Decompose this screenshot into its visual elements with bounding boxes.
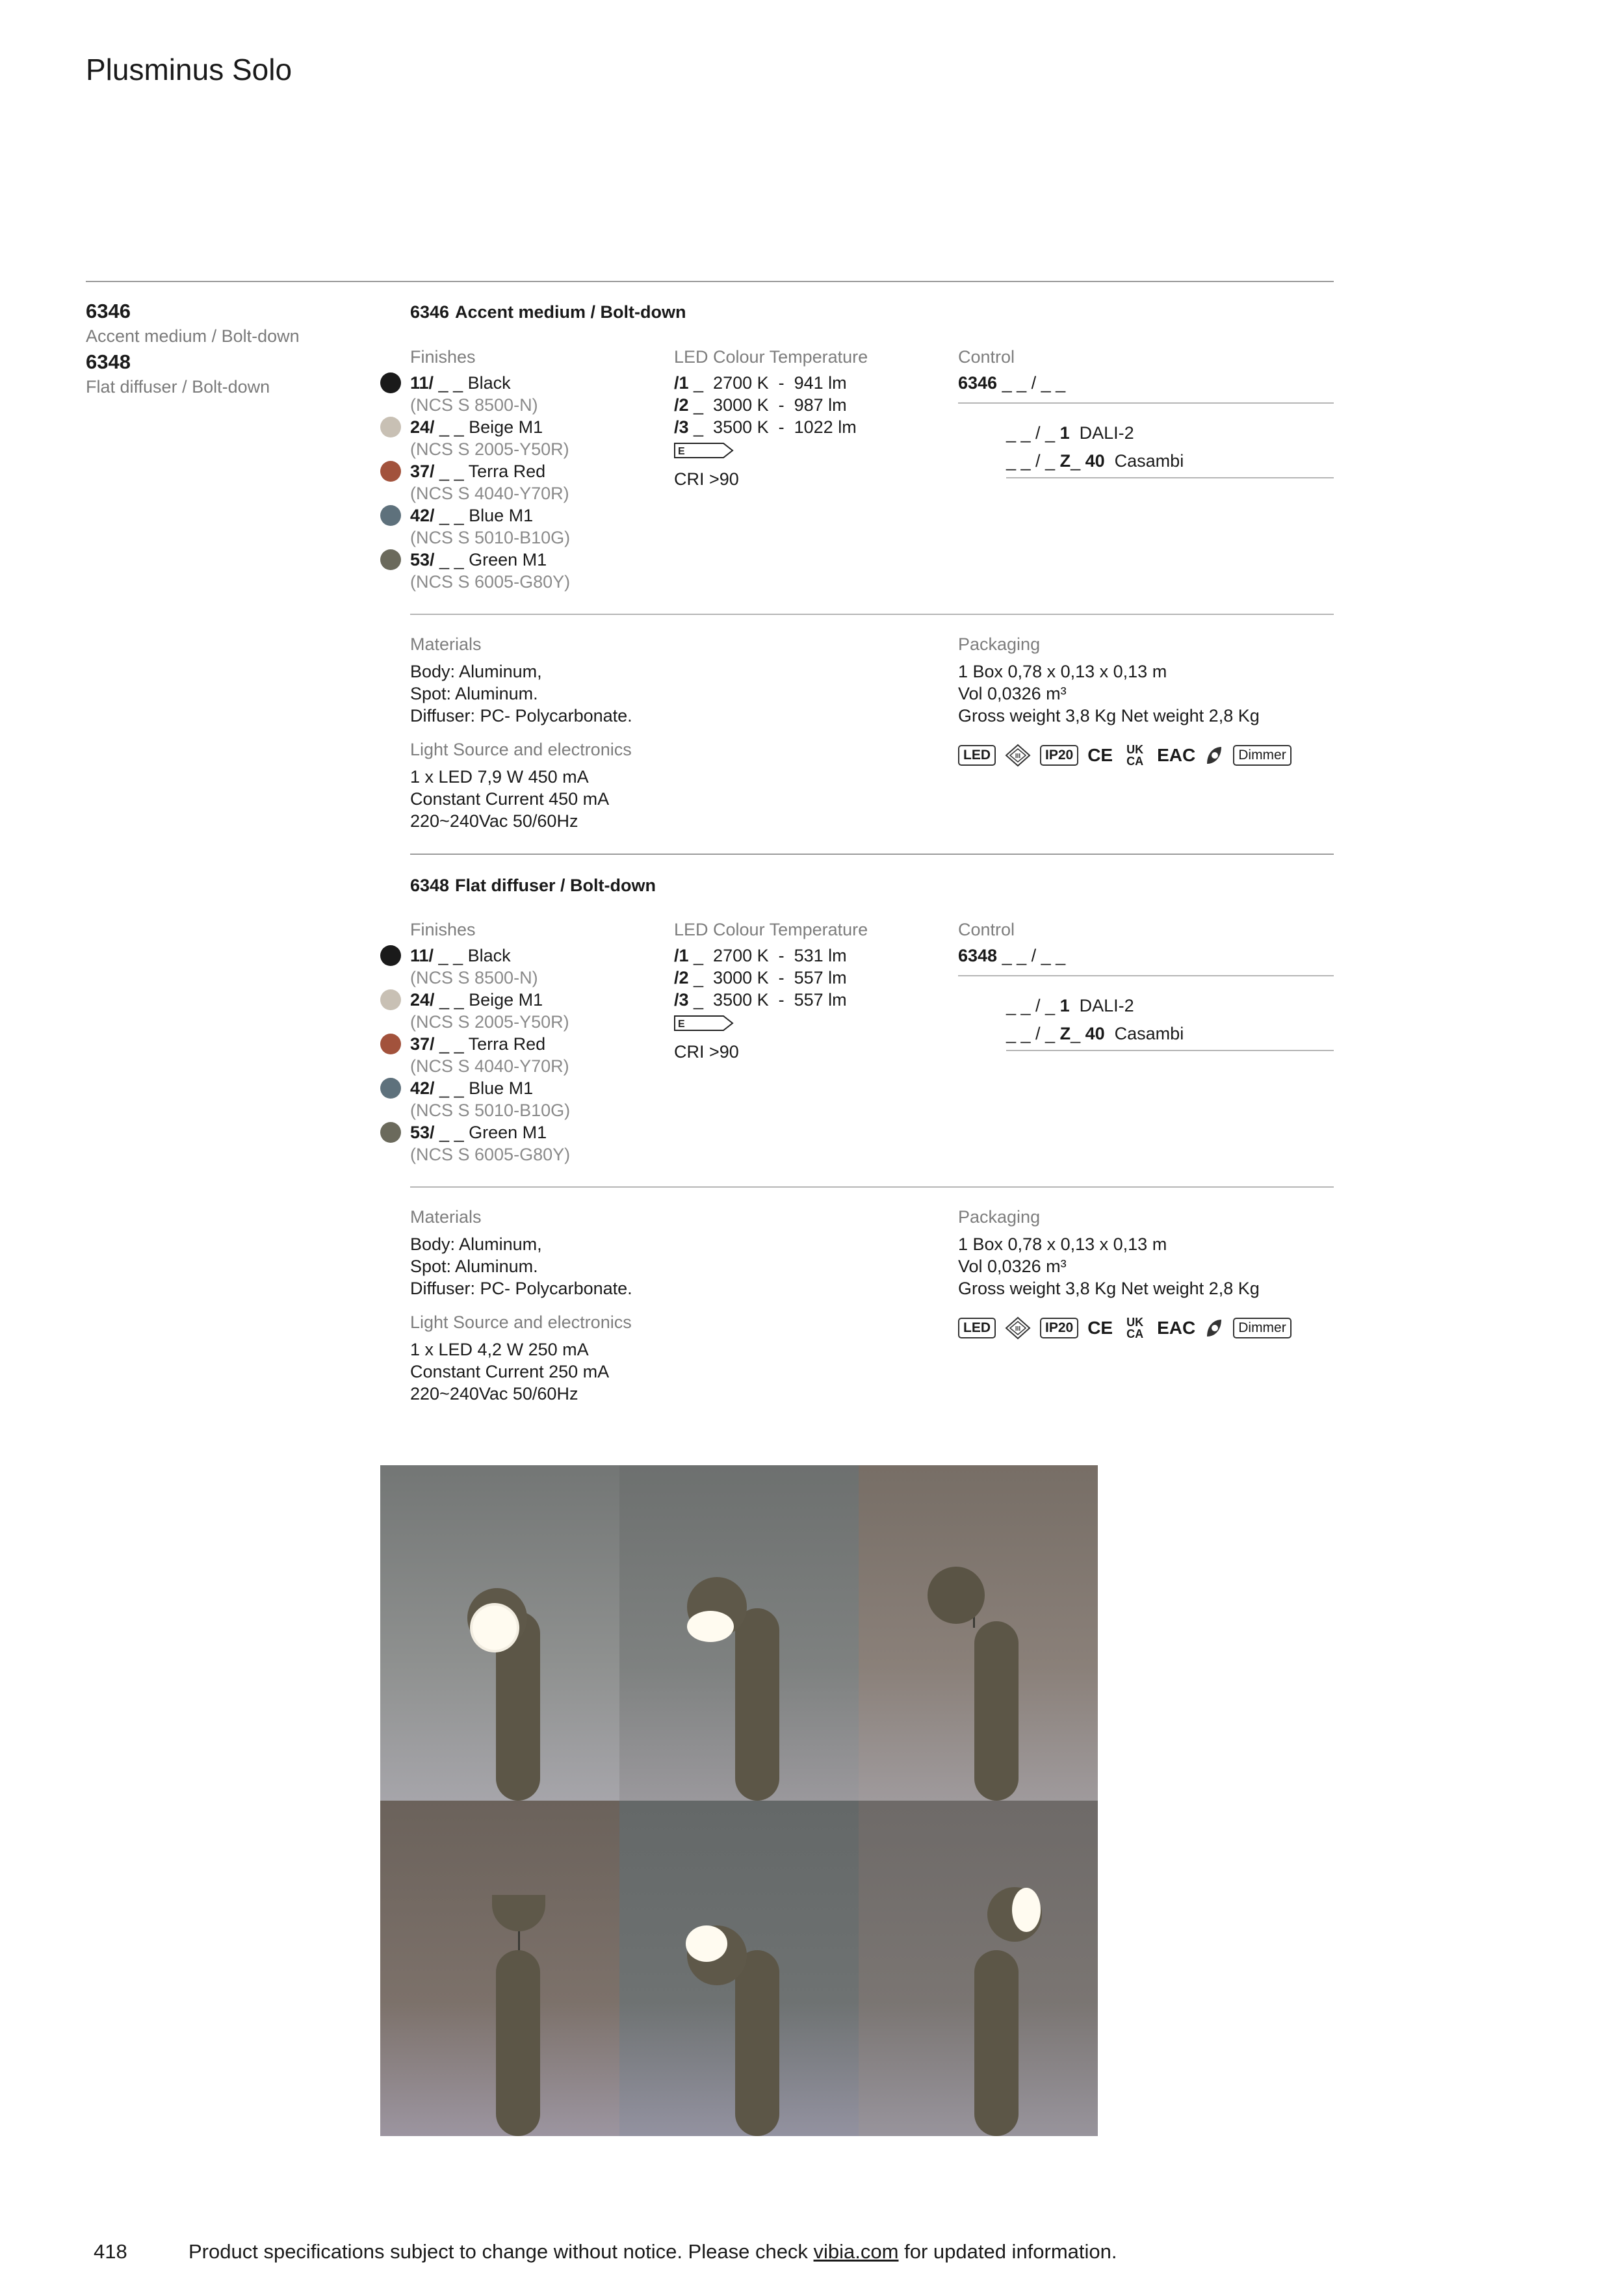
ip-rating-icon: IP20 bbox=[1040, 745, 1078, 766]
dimmer-icon: Dimmer bbox=[1233, 745, 1292, 766]
light-line: Constant Current 250 mA bbox=[410, 1362, 610, 1381]
control-code: 6346 _ _ / _ _ bbox=[958, 373, 1066, 393]
finish-ncs: (NCS S 2005-Y50R) bbox=[410, 439, 569, 459]
led-label: LED Colour Temperature bbox=[674, 347, 868, 367]
product-desc: Accent medium / Bolt-down bbox=[454, 302, 686, 322]
material-line: Diffuser: PC- Polycarbonate. bbox=[410, 1279, 632, 1298]
product-photo bbox=[380, 1801, 619, 2136]
finish-name: Black bbox=[467, 373, 511, 393]
energy-class-icon bbox=[674, 1015, 734, 1032]
ukca-icon: UK CA bbox=[1126, 1316, 1144, 1340]
control-option: _ _ / _ Z_ 40 Casambi bbox=[1006, 1024, 1184, 1043]
light-line: 220~240Vac 50/60Hz bbox=[410, 811, 578, 831]
led-option: /1 _ 2700 K - 941 lm bbox=[674, 373, 847, 393]
packaging-section bbox=[958, 633, 1292, 768]
finish-swatch bbox=[380, 989, 401, 1010]
led-option: /2 _ 3000 K - 987 lm bbox=[674, 395, 847, 415]
ip-rating-icon: IP20 bbox=[1040, 1318, 1078, 1338]
material-line: Spot: Aluminum. bbox=[410, 1257, 538, 1276]
lamp-image bbox=[619, 1465, 859, 1801]
finish-name: Beige M1 bbox=[469, 417, 543, 437]
finish-item: 24/ _ _ Beige M1 bbox=[410, 416, 570, 438]
materials-label: Materials bbox=[410, 1207, 482, 1227]
control-divider bbox=[1006, 1050, 1334, 1051]
top-divider bbox=[86, 281, 1334, 282]
finish-code: 11/ bbox=[410, 946, 434, 965]
control-section bbox=[958, 919, 1334, 967]
section-divider bbox=[410, 614, 1334, 615]
finish-swatch bbox=[380, 1122, 401, 1143]
packaging-line: 1 Box 0,78 x 0,13 x 0,13 m bbox=[958, 1234, 1167, 1254]
finish-ncs: (NCS S 8500-N) bbox=[410, 395, 538, 415]
finish-swatch bbox=[380, 1034, 401, 1054]
section-divider bbox=[410, 1186, 1334, 1188]
recycle-icon bbox=[1204, 1317, 1224, 1339]
finish-item: 11/ _ _ Black bbox=[410, 945, 570, 967]
finish-swatch bbox=[380, 945, 401, 966]
materials-section bbox=[410, 633, 632, 832]
lamp-image bbox=[380, 1801, 619, 2136]
control-divider bbox=[1006, 477, 1334, 478]
finishes-label: Finishes bbox=[410, 920, 476, 939]
finish-item: 42/ _ _ Blue M1 bbox=[410, 1077, 570, 1099]
finish-name: Blue M1 bbox=[469, 1078, 534, 1098]
eac-icon: EAC bbox=[1157, 1318, 1196, 1338]
packaging-line: Vol 0,0326 m³ bbox=[958, 1257, 1067, 1276]
product-photo bbox=[859, 1465, 1098, 1801]
svg-text:III: III bbox=[1015, 1325, 1021, 1333]
finish-swatch bbox=[380, 372, 401, 393]
svg-text:E: E bbox=[678, 446, 685, 457]
packaging-line: Gross weight 3,8 Kg Net weight 2,8 Kg bbox=[958, 706, 1260, 725]
control-label: Control bbox=[958, 347, 1015, 367]
finish-swatch bbox=[380, 461, 401, 482]
product-photo bbox=[380, 1465, 619, 1801]
product-desc: Flat diffuser / Bolt-down bbox=[454, 876, 656, 895]
packaging-line: 1 Box 0,78 x 0,13 x 0,13 m bbox=[958, 662, 1167, 681]
finish-name: Blue M1 bbox=[469, 506, 534, 525]
packaging-section bbox=[958, 1206, 1292, 1341]
finish-item: 53/ _ _ Green M1 bbox=[410, 1121, 570, 1143]
light-source-label: Light Source and electronics bbox=[410, 1312, 632, 1332]
lamp-image bbox=[859, 1465, 1098, 1801]
finish-swatch bbox=[380, 1078, 401, 1099]
product-code: 6348 bbox=[410, 876, 450, 895]
led-label: LED Colour Temperature bbox=[674, 920, 868, 939]
footer-text: Product specifications subject to change without notice. Please check bbox=[188, 2240, 814, 2263]
material-line: Diffuser: PC- Polycarbonate. bbox=[410, 706, 632, 725]
product-title bbox=[410, 300, 686, 324]
finish-ncs: (NCS S 4040-Y70R) bbox=[410, 484, 569, 503]
packaging-label: Packaging bbox=[958, 1207, 1041, 1227]
finish-name: Beige M1 bbox=[469, 990, 543, 1010]
svg-text:III: III bbox=[1015, 753, 1021, 760]
finish-item: 37/ _ _ Terra Red bbox=[410, 460, 570, 482]
led-option: /2 _ 3000 K - 557 lm bbox=[674, 968, 847, 987]
product-photo bbox=[619, 1801, 859, 2136]
led-option: /3 _ 3500 K - 1022 lm bbox=[674, 417, 857, 437]
control-divider bbox=[958, 402, 1334, 404]
ce-icon: CE bbox=[1087, 745, 1113, 765]
material-line: Spot: Aluminum. bbox=[410, 684, 538, 703]
lamp-image bbox=[380, 1465, 619, 1801]
control-option: _ _ / _ 1 DALI-2 bbox=[1006, 423, 1134, 443]
product-title bbox=[410, 874, 656, 897]
led-section bbox=[674, 346, 868, 489]
finish-item: 42/ _ _ Blue M1 bbox=[410, 504, 570, 527]
finish-code: 24/ bbox=[410, 417, 435, 437]
finish-ncs: (NCS S 2005-Y50R) bbox=[410, 1012, 569, 1032]
control-code: 6348 _ _ / _ _ bbox=[958, 946, 1066, 965]
finish-name: Terra Red bbox=[468, 1034, 546, 1054]
finishes-section bbox=[410, 346, 570, 593]
cri-value: CRI >90 bbox=[674, 1042, 739, 1062]
finish-swatch bbox=[380, 549, 401, 570]
page-title: Plusminus Solo bbox=[86, 53, 292, 86]
finish-ncs: (NCS S 5010-B10G) bbox=[410, 1101, 571, 1120]
product-code: 6346 bbox=[410, 302, 450, 322]
index-desc: Flat diffuser / Bolt-down bbox=[86, 377, 270, 397]
finishes-section bbox=[410, 919, 570, 1166]
recycle-icon bbox=[1204, 744, 1224, 766]
vibia-link[interactable]: vibia.com bbox=[813, 2240, 899, 2263]
class-iii-icon bbox=[1005, 744, 1031, 767]
light-line: Constant Current 450 mA bbox=[410, 789, 610, 809]
led-section bbox=[674, 919, 868, 1062]
page-number: 418 bbox=[94, 2240, 127, 2263]
materials-label: Materials bbox=[410, 634, 482, 654]
ukca-icon: UK CA bbox=[1126, 743, 1144, 768]
finish-code: 53/ bbox=[410, 550, 435, 569]
finish-item: 24/ _ _ Beige M1 bbox=[410, 989, 570, 1011]
finish-ncs: (NCS S 5010-B10G) bbox=[410, 528, 571, 547]
finish-code: 42/ bbox=[410, 1078, 435, 1098]
finish-swatch bbox=[380, 505, 401, 526]
lamp-image bbox=[619, 1801, 859, 2136]
light-source-label: Light Source and electronics bbox=[410, 740, 632, 759]
certification-icons bbox=[958, 1315, 1292, 1341]
control-option: _ _ / _ 1 DALI-2 bbox=[1006, 996, 1134, 1015]
finish-code: 37/ bbox=[410, 1034, 435, 1054]
finish-code: 24/ bbox=[410, 990, 435, 1010]
finish-ncs: (NCS S 6005-G80Y) bbox=[410, 1145, 571, 1164]
ce-icon: CE bbox=[1087, 1318, 1113, 1338]
led-option: /1 _ 2700 K - 531 lm bbox=[674, 946, 847, 965]
finish-item: 11/ _ _ Black bbox=[410, 372, 570, 394]
packaging-line: Gross weight 3,8 Kg Net weight 2,8 Kg bbox=[958, 1279, 1260, 1298]
certification-icons bbox=[958, 742, 1292, 768]
class-iii-icon bbox=[1005, 1316, 1031, 1340]
control-option: _ _ / _ Z_ 40 Casambi bbox=[1006, 451, 1184, 471]
control-label: Control bbox=[958, 920, 1015, 939]
packaging-label: Packaging bbox=[958, 634, 1041, 654]
control-divider bbox=[958, 975, 1334, 976]
cri-value: CRI >90 bbox=[674, 469, 739, 489]
eac-icon: EAC bbox=[1157, 745, 1196, 765]
finish-item: 53/ _ _ Green M1 bbox=[410, 549, 570, 571]
energy-class-icon bbox=[674, 442, 734, 459]
lamp-image bbox=[859, 1801, 1098, 2136]
finish-code: 37/ bbox=[410, 462, 435, 481]
product-index bbox=[86, 298, 300, 398]
finishes-label: Finishes bbox=[410, 347, 476, 367]
product-divider bbox=[410, 854, 1334, 855]
light-line: 1 x LED 4,2 W 250 mA bbox=[410, 1340, 589, 1359]
finish-ncs: (NCS S 8500-N) bbox=[410, 968, 538, 987]
product-photo bbox=[859, 1801, 1098, 2136]
finish-name: Green M1 bbox=[469, 550, 547, 569]
finish-ncs: (NCS S 6005-G80Y) bbox=[410, 572, 571, 592]
finish-name: Terra Red bbox=[468, 462, 546, 481]
svg-text:E: E bbox=[678, 1019, 685, 1030]
finish-ncs: (NCS S 4040-Y70R) bbox=[410, 1056, 569, 1076]
finish-item: 37/ _ _ Terra Red bbox=[410, 1033, 570, 1055]
light-line: 1 x LED 7,9 W 450 mA bbox=[410, 767, 589, 787]
footer-note bbox=[188, 2240, 1117, 2263]
led-option: /3 _ 3500 K - 557 lm bbox=[674, 990, 847, 1010]
finish-code: 11/ bbox=[410, 373, 434, 393]
dimmer-icon: Dimmer bbox=[1233, 1318, 1292, 1338]
led-icon: LED bbox=[958, 745, 996, 766]
materials-section bbox=[410, 1206, 632, 1405]
footer-text: for updated information. bbox=[898, 2240, 1117, 2263]
finish-name: Black bbox=[467, 946, 511, 965]
material-line: Body: Aluminum, bbox=[410, 662, 542, 681]
material-line: Body: Aluminum, bbox=[410, 1234, 542, 1254]
control-section bbox=[958, 346, 1334, 394]
index-code: 6346 bbox=[86, 300, 131, 322]
index-desc: Accent medium / Bolt-down bbox=[86, 326, 300, 346]
product-photo-grid bbox=[380, 1465, 1098, 2136]
finish-swatch bbox=[380, 417, 401, 437]
finish-code: 53/ bbox=[410, 1123, 435, 1142]
light-line: 220~240Vac 50/60Hz bbox=[410, 1384, 578, 1403]
finish-code: 42/ bbox=[410, 506, 435, 525]
index-code: 6348 bbox=[86, 350, 131, 373]
finish-name: Green M1 bbox=[469, 1123, 547, 1142]
led-icon: LED bbox=[958, 1318, 996, 1338]
product-photo bbox=[619, 1465, 859, 1801]
packaging-line: Vol 0,0326 m³ bbox=[958, 684, 1067, 703]
